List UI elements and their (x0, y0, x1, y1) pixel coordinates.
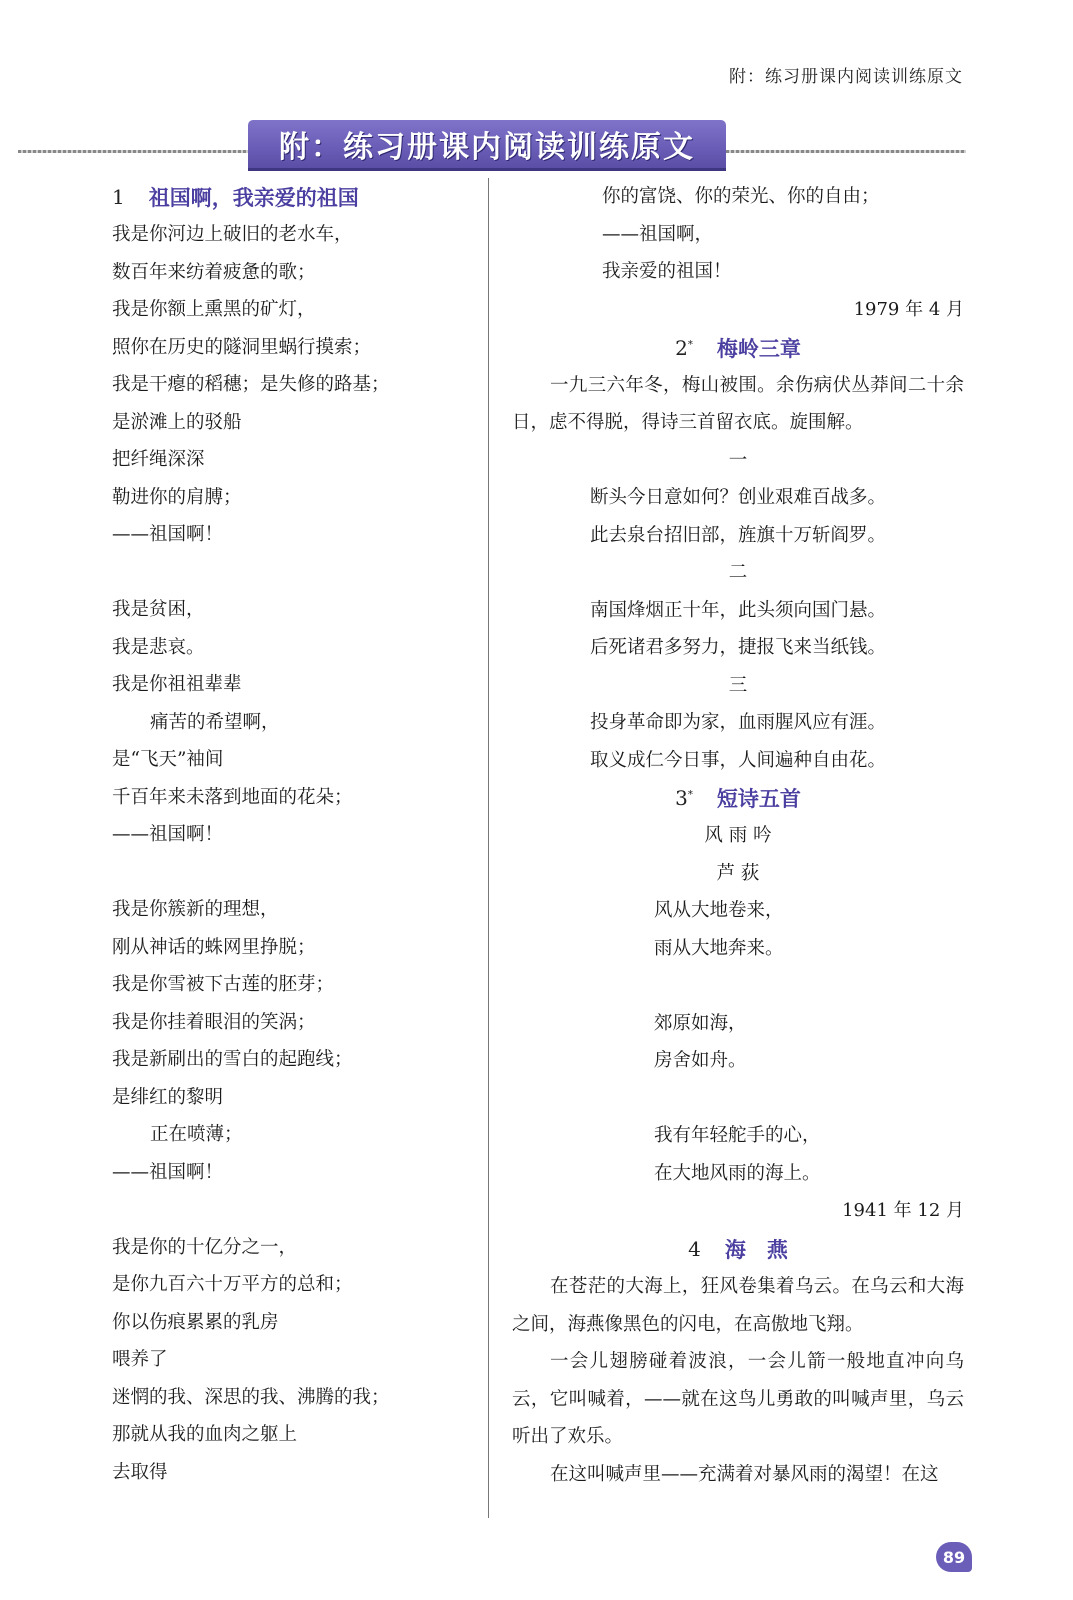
section-heading-4 (512, 1230, 964, 1268)
poem-continuation (512, 178, 964, 291)
blank-line (112, 854, 472, 892)
blank-line (112, 1191, 472, 1229)
poem-line: 我是你簇新的理想， (112, 899, 279, 920)
poem-line: 你以伤痕累累的乳房 (112, 1311, 279, 1333)
poem-line: 把纤绳深深 (112, 449, 205, 470)
poem-line: 我是悲哀。 (112, 636, 205, 658)
poem-line: ——祖国啊！ (112, 824, 224, 845)
poem-line: 我是干瘪的稻穗；是失修的路基； (112, 374, 390, 395)
section-number: 1 (112, 185, 125, 209)
banner-rule-left (18, 150, 250, 153)
body-paragraph: 在苍茫的大海上，狂风卷集着乌云。在乌云和大海之间，海燕像黑色的闪电，在高傲地飞翔。 (512, 1276, 964, 1335)
poem-line: 我是你挂着眼泪的笑涡； (112, 1011, 316, 1033)
poem-line: 照你在历史的隧洞里蜗行摸索； (112, 336, 372, 358)
section-title: 海 燕 (724, 1238, 788, 1262)
poem-date: 1979 年 4 月 (853, 298, 964, 320)
poem-line: 我是你雪被下古莲的胚芽； (112, 974, 335, 995)
poem-line: 是绯红的黎明 (112, 1086, 224, 1108)
section-title: 祖国啊，我亲爱的祖国 (148, 186, 359, 210)
poem-line: 痛苦的希望啊， (150, 711, 280, 733)
poem-line: 我亲爱的祖国！ (602, 261, 732, 282)
poem-line: 我是贫困， (112, 599, 205, 620)
poem-line: 南国烽烟正十年，此头须向国门悬。 (589, 599, 886, 621)
page-number-badge: 89 (936, 1542, 972, 1572)
right-column (512, 178, 964, 1493)
body-paragraph: 一会儿翅膀碰着波浪，一会儿箭一般地直冲向乌云，它叫喊着，——就在这鸟儿勇敢的叫喊声里，乌云听出了欢乐。 (512, 1351, 964, 1447)
poem-line: 是“飞天”袖间 (112, 749, 224, 770)
poem-line: 是淤滩上的驳船 (112, 411, 242, 433)
column-divider (488, 178, 489, 1518)
poem-line: 断头今日意如何？创业艰难百战多。 (589, 487, 886, 508)
poem-line: 房舍如舟。 (654, 1050, 747, 1071)
poem-line: 刚从神话的蛛网里挣脱； (112, 936, 316, 958)
poem-line: 取义成仁今日事，人间遍种自由花。 (589, 749, 886, 771)
poem-line: 雨从大地奔来。 (654, 937, 784, 959)
poem-line: ——祖国啊， (602, 223, 714, 245)
left-column (112, 178, 472, 1491)
poem-line: 我是你额上熏黑的矿灯， (112, 299, 316, 320)
poem-date: 1941 年 12 月 (842, 1200, 964, 1221)
poem-line: 此去泉台招旧部，旌旗十万斩阎罗。 (589, 524, 886, 546)
part-label: 三 (728, 674, 748, 696)
banner-rule-right (726, 150, 966, 153)
part-label: 二 (728, 562, 748, 583)
intro-paragraph: 一九三六年冬，梅山被围。余伤病伏丛莽间二十余日，虑不得脱，得诗三首留衣底。旋围解。 (512, 374, 964, 433)
section-number: 3* (675, 786, 693, 810)
poem-line: 我有年轻舵手的心， (654, 1125, 821, 1146)
poem-line: 是你九百六十万平方的总和； (112, 1274, 353, 1295)
poem-title: 风 雨 吟 (704, 825, 772, 846)
poem-line: 正在喷薄； (150, 1124, 243, 1145)
poem-line: 我是你河边上破旧的老水车， (112, 224, 353, 245)
poem-line: 我是你的十亿分之一， (112, 1236, 298, 1258)
poem-line: 风从大地卷来， (654, 900, 784, 921)
poem-line: 后死诸君多努力，捷报飞来当纸钱。 (589, 637, 886, 658)
poem-line: 那就从我的血肉之躯上 (112, 1424, 298, 1445)
blank-line (512, 1080, 964, 1118)
poem-line: 去取得 (112, 1461, 168, 1483)
section-heading-1 (112, 178, 472, 216)
section-heading-2 (512, 329, 964, 367)
poem-line: ——祖国啊！ (112, 524, 224, 545)
poem-author: 芦 荻 (716, 862, 760, 884)
blank-line (512, 967, 964, 1005)
poem-line: 喂养了 (112, 1349, 168, 1370)
part-label: 一 (728, 449, 748, 471)
poem-body (112, 216, 472, 1491)
poem-line: 勒进你的肩膊； (112, 486, 242, 508)
poem-line: 在大地风雨的海上。 (654, 1162, 821, 1184)
poem-line: 千百年来未落到地面的花朵； (112, 786, 353, 808)
poem-line: 我是你祖祖辈辈 (112, 674, 242, 695)
body-paragraph: 在这叫喊声里——充满着对暴风雨的渴望！在这 (550, 1463, 939, 1485)
poem-line: 迷惘的我、深思的我、沸腾的我； (112, 1386, 390, 1408)
section-title: 短诗五首 (716, 787, 801, 811)
blank-line (112, 554, 472, 592)
poem-line: 数百年来纺着疲惫的歌； (112, 261, 316, 283)
poem-line: 我是新刷出的雪白的起跑线； (112, 1049, 353, 1070)
section-heading-3 (512, 779, 964, 817)
poem-line: 郊原如海， (654, 1012, 747, 1034)
section-number: 2* (675, 335, 693, 360)
section-banner (248, 120, 726, 168)
poem-line: 你的富饶、你的荣光、你的自由； (602, 186, 880, 207)
running-head: 附：练习册课内阅读训练原文 (729, 67, 963, 87)
poem-line: ——祖国啊！ (112, 1161, 224, 1183)
poem-line: 投身革命即为家，血雨腥风应有涯。 (589, 712, 886, 733)
banner-title: 附：练习册课内阅读训练原文 (279, 130, 695, 165)
section-number: 4 (688, 1237, 701, 1261)
section-title: 梅岭三章 (716, 336, 801, 361)
